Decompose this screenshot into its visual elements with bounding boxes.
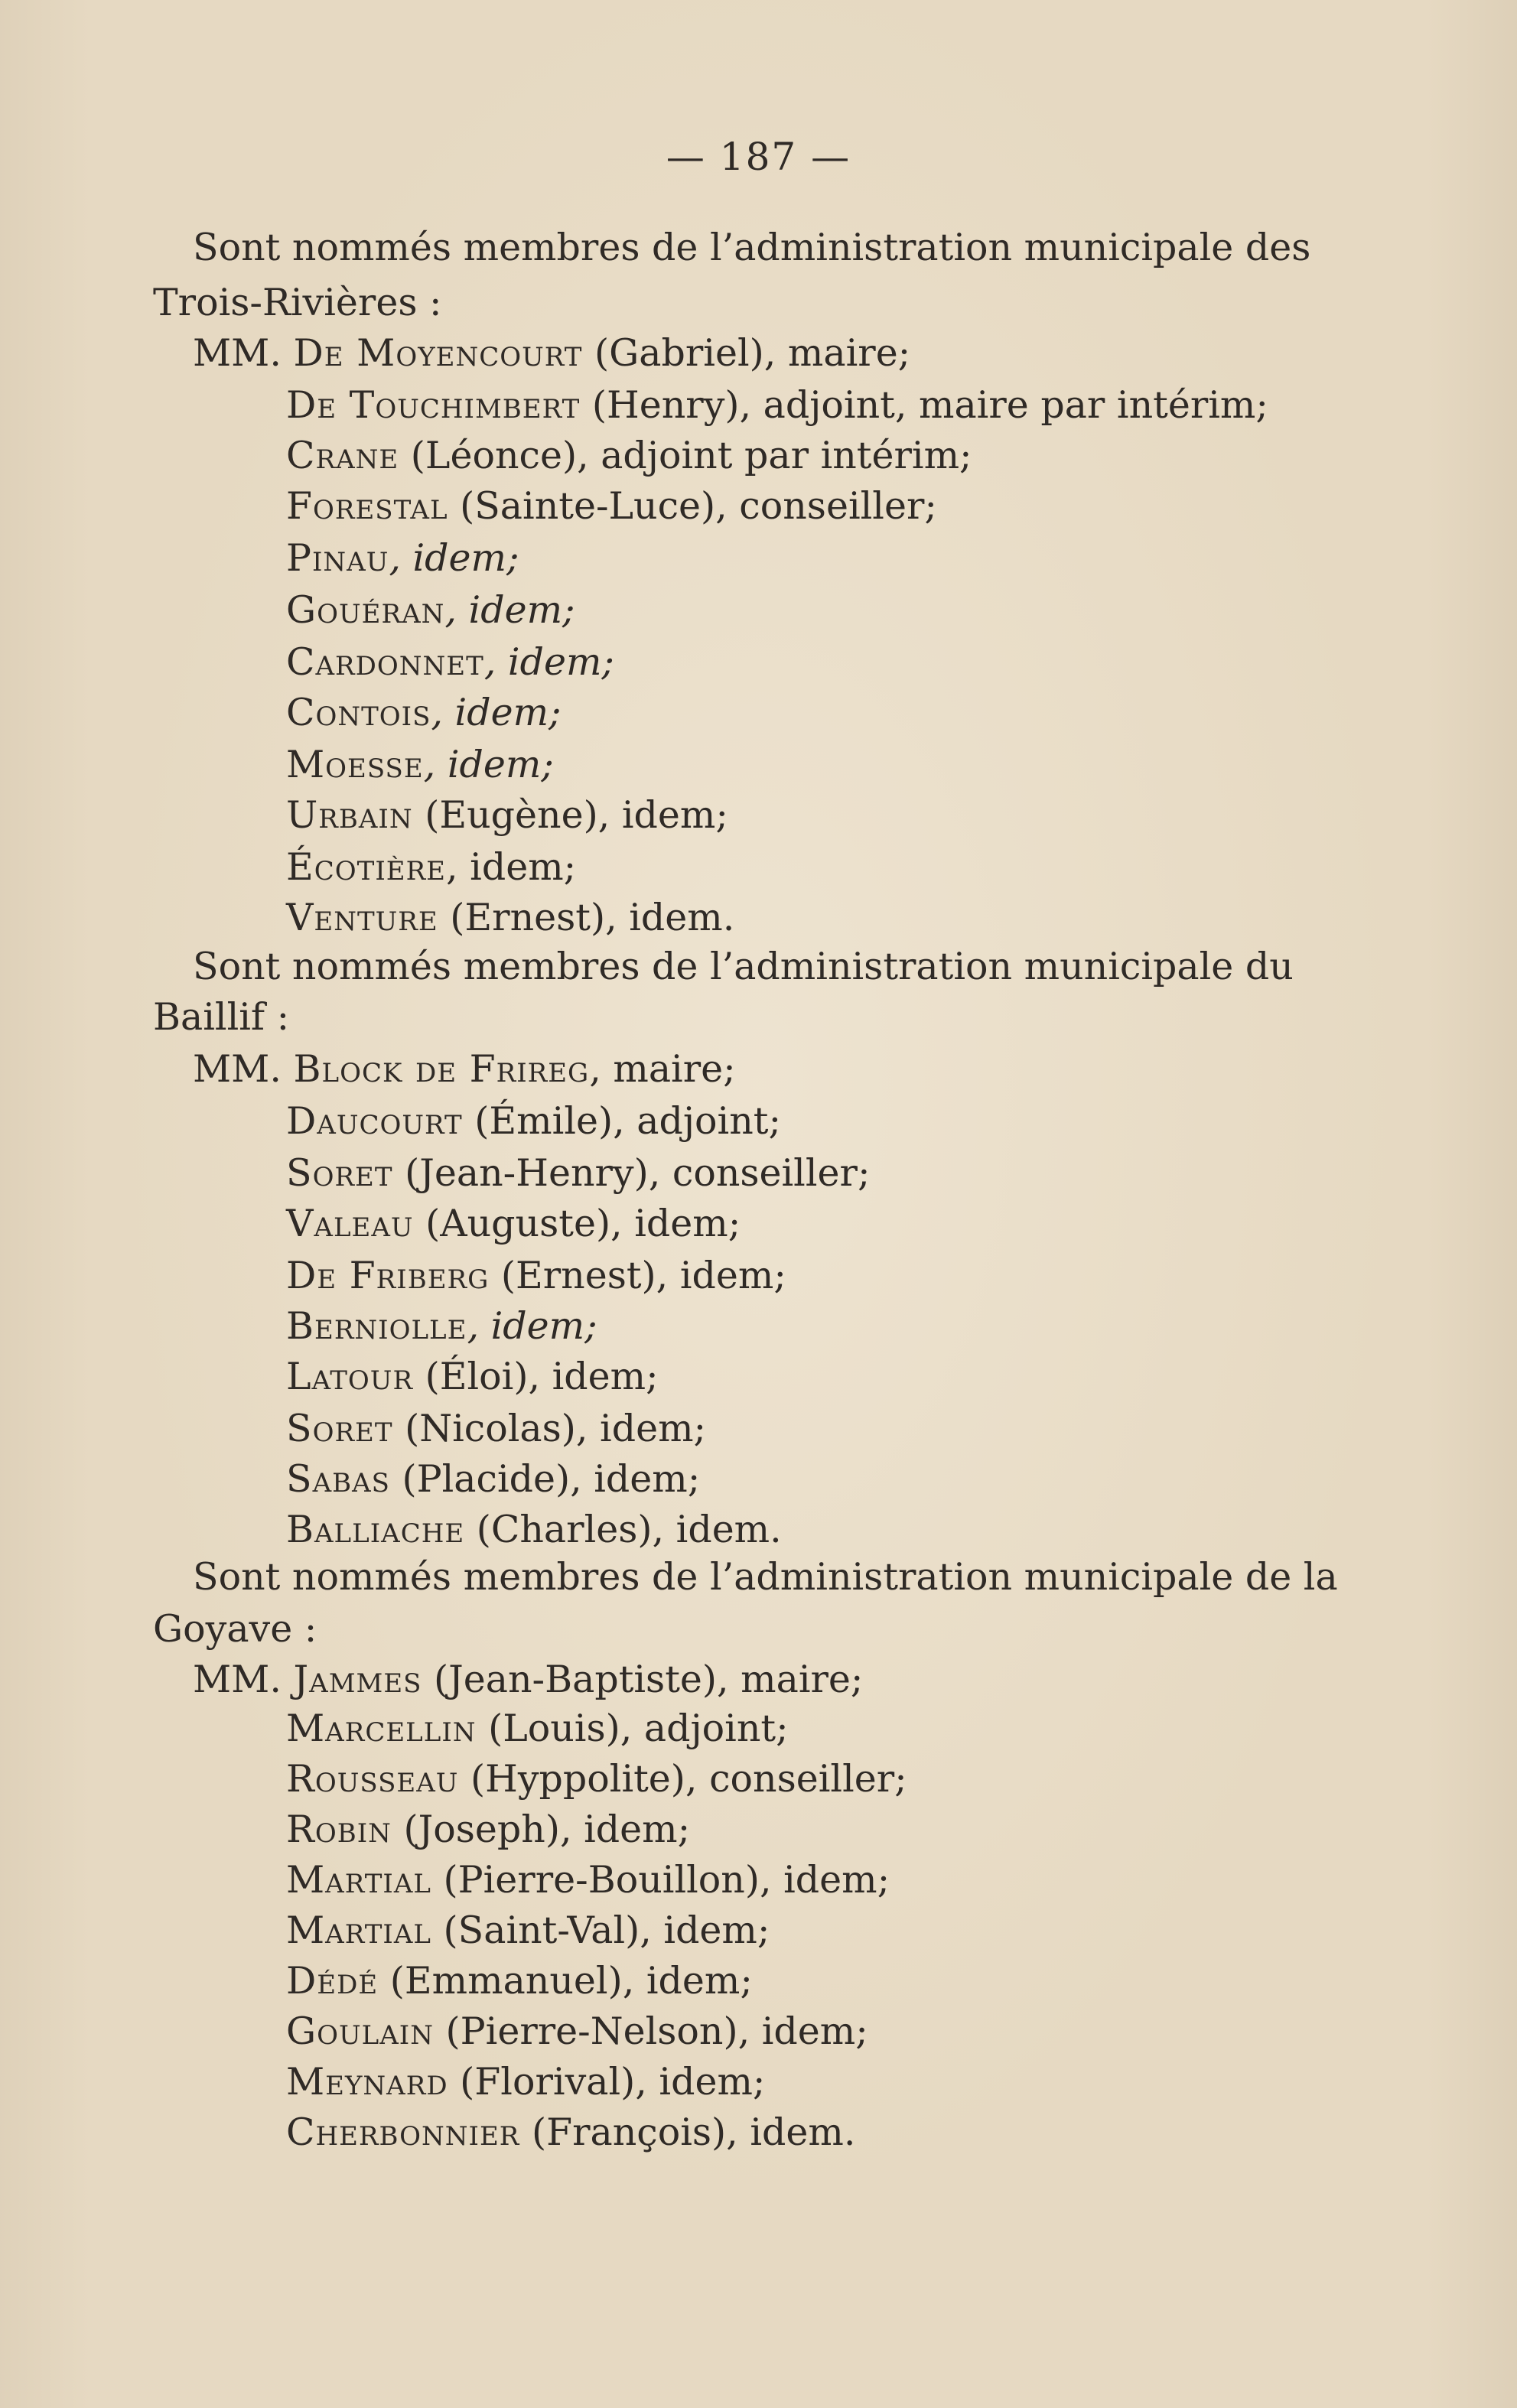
- mm-prefix: MM.: [193, 1047, 282, 1091]
- member-role: (Sainte-Luce), conseiller;: [448, 484, 937, 528]
- member-role: , idem;: [483, 640, 614, 684]
- member-name: Rousseau: [286, 1757, 459, 1801]
- member-entry: [286, 382, 1268, 428]
- member-role: (Charles), idem.: [464, 1508, 782, 1551]
- section-intro-line: Goyave :: [153, 1607, 317, 1651]
- member-entry: [286, 483, 937, 529]
- member-role: (Henry), adjoint, maire par intérim;: [580, 383, 1268, 427]
- member-name: Urbain: [286, 793, 413, 837]
- member-entry: [286, 639, 614, 685]
- member-role: (Placide), idem;: [389, 1457, 701, 1501]
- member-entry: [286, 1201, 741, 1247]
- member-name: Soret: [286, 1407, 393, 1450]
- member-name: Valeau: [286, 1202, 414, 1245]
- member-entry: [286, 1253, 786, 1299]
- member-role: (Florival), idem;: [448, 2060, 766, 2104]
- member-entry: [193, 1046, 736, 1092]
- member-role: (Emmanuel), idem;: [378, 1959, 753, 2003]
- member-name: Meynard: [286, 2060, 448, 2104]
- section-intro-line: Sont nommés membres de l’administration municipale des: [193, 226, 1311, 269]
- member-entry: [286, 1150, 870, 1196]
- member-role: (Pierre-Bouillon), idem;: [431, 1858, 890, 1902]
- member-name: Crane: [286, 434, 399, 477]
- member-role: , idem;: [389, 536, 519, 580]
- mm-prefix: MM.: [193, 1658, 282, 1701]
- member-role: (Ernest), idem;: [489, 1254, 786, 1297]
- member-entry: [286, 1958, 753, 2004]
- member-role: (Émile), adjoint;: [462, 1099, 781, 1143]
- member-role: (Joseph), idem;: [391, 1808, 691, 1851]
- member-entry: [286, 1857, 890, 1903]
- member-name: Pinau: [286, 536, 389, 580]
- member-name: Contois: [286, 691, 431, 734]
- member-role: , idem;: [446, 845, 577, 889]
- member-name: Block de Frireg: [293, 1047, 590, 1091]
- member-name: De Friberg: [286, 1254, 490, 1297]
- member-entry: [286, 2110, 855, 2156]
- member-name: Martial: [286, 1858, 431, 1902]
- member-name: Latour: [286, 1355, 414, 1398]
- member-name: Écotière: [286, 845, 447, 889]
- member-name: Balliache: [286, 1508, 465, 1551]
- member-entry: [286, 895, 734, 941]
- member-name: Goulain: [286, 2009, 434, 2053]
- member-name: Cardonnet: [286, 640, 484, 684]
- member-role: , idem;: [444, 588, 575, 632]
- member-entry: [286, 1908, 770, 1954]
- member-role: (Éloi), idem;: [413, 1355, 659, 1398]
- member-name: Jammes: [293, 1658, 422, 1701]
- section-intro-line: Sont nommés membres de l’administration municipale du: [193, 945, 1294, 988]
- member-name: Berniolle: [286, 1304, 467, 1348]
- member-role: (Eugène), idem;: [412, 793, 728, 837]
- member-name: Martial: [286, 1909, 431, 1952]
- member-role: (Nicolas), idem;: [392, 1407, 707, 1450]
- member-entry: [193, 330, 910, 376]
- member-role: (Gabriel), maire;: [582, 331, 911, 375]
- member-entry: [286, 792, 728, 838]
- member-name: Forestal: [286, 484, 448, 528]
- member-role: (Pierre-Nelson), idem;: [433, 2009, 868, 2053]
- member-role: (Léonce), adjoint par intérim;: [399, 434, 972, 477]
- member-name: De Touchimbert: [286, 383, 581, 427]
- page-number: — 187 —: [666, 135, 851, 179]
- member-role: (Jean-Henry), conseiller;: [392, 1151, 871, 1195]
- member-entry: [286, 2059, 765, 2105]
- member-entry: [286, 1456, 700, 1502]
- member-role: , idem;: [467, 1304, 597, 1348]
- member-name: De Moyencourt: [293, 331, 583, 375]
- member-role: , idem;: [431, 691, 562, 734]
- section-intro-line: Trois-Rivières :: [153, 281, 442, 324]
- member-name: Dédé: [286, 1959, 379, 2003]
- member-role: (Jean-Baptiste), maire;: [422, 1658, 864, 1701]
- member-name: Moesse: [286, 743, 424, 786]
- member-entry: [286, 690, 562, 736]
- member-entry: [286, 1303, 597, 1349]
- member-role: (Ernest), idem.: [438, 896, 735, 939]
- member-entry: [286, 1706, 789, 1752]
- member-role: (François), idem.: [519, 2110, 856, 2154]
- member-role: (Louis), adjoint;: [476, 1707, 789, 1750]
- member-name: Soret: [286, 1151, 393, 1195]
- member-name: Venture: [286, 896, 438, 939]
- member-entry: [286, 535, 519, 581]
- member-entry: [286, 1098, 781, 1144]
- section-intro-line: Sont nommés membres de l’administration municipale de la: [193, 1555, 1338, 1599]
- member-role: (Hyppolite), conseiller;: [458, 1757, 907, 1801]
- member-name: Sabas: [286, 1457, 390, 1501]
- member-entry: [286, 587, 575, 633]
- member-name: Robin: [286, 1808, 392, 1851]
- member-entry: [286, 1406, 706, 1452]
- member-entry: [286, 1807, 690, 1853]
- member-name: Daucourt: [286, 1099, 463, 1143]
- section-intro-line: Baillif :: [153, 995, 290, 1039]
- member-role: , maire;: [589, 1047, 736, 1091]
- member-role: (Auguste), idem;: [413, 1202, 741, 1245]
- member-entry: [286, 1354, 659, 1400]
- member-entry: [193, 1657, 863, 1703]
- member-entry: [286, 2009, 868, 2055]
- member-entry: [286, 1507, 782, 1553]
- member-name: Cherbonnier: [286, 2110, 520, 2154]
- member-entry: [286, 1756, 907, 1802]
- member-entry: [286, 433, 972, 479]
- mm-prefix: MM.: [193, 331, 282, 375]
- member-name: Marcellin: [286, 1707, 477, 1750]
- member-entry: [286, 742, 554, 788]
- member-role: (Saint-Val), idem;: [431, 1909, 770, 1952]
- member-name: Gouéran: [286, 588, 445, 632]
- member-entry: [286, 844, 576, 890]
- member-role: , idem;: [423, 743, 554, 786]
